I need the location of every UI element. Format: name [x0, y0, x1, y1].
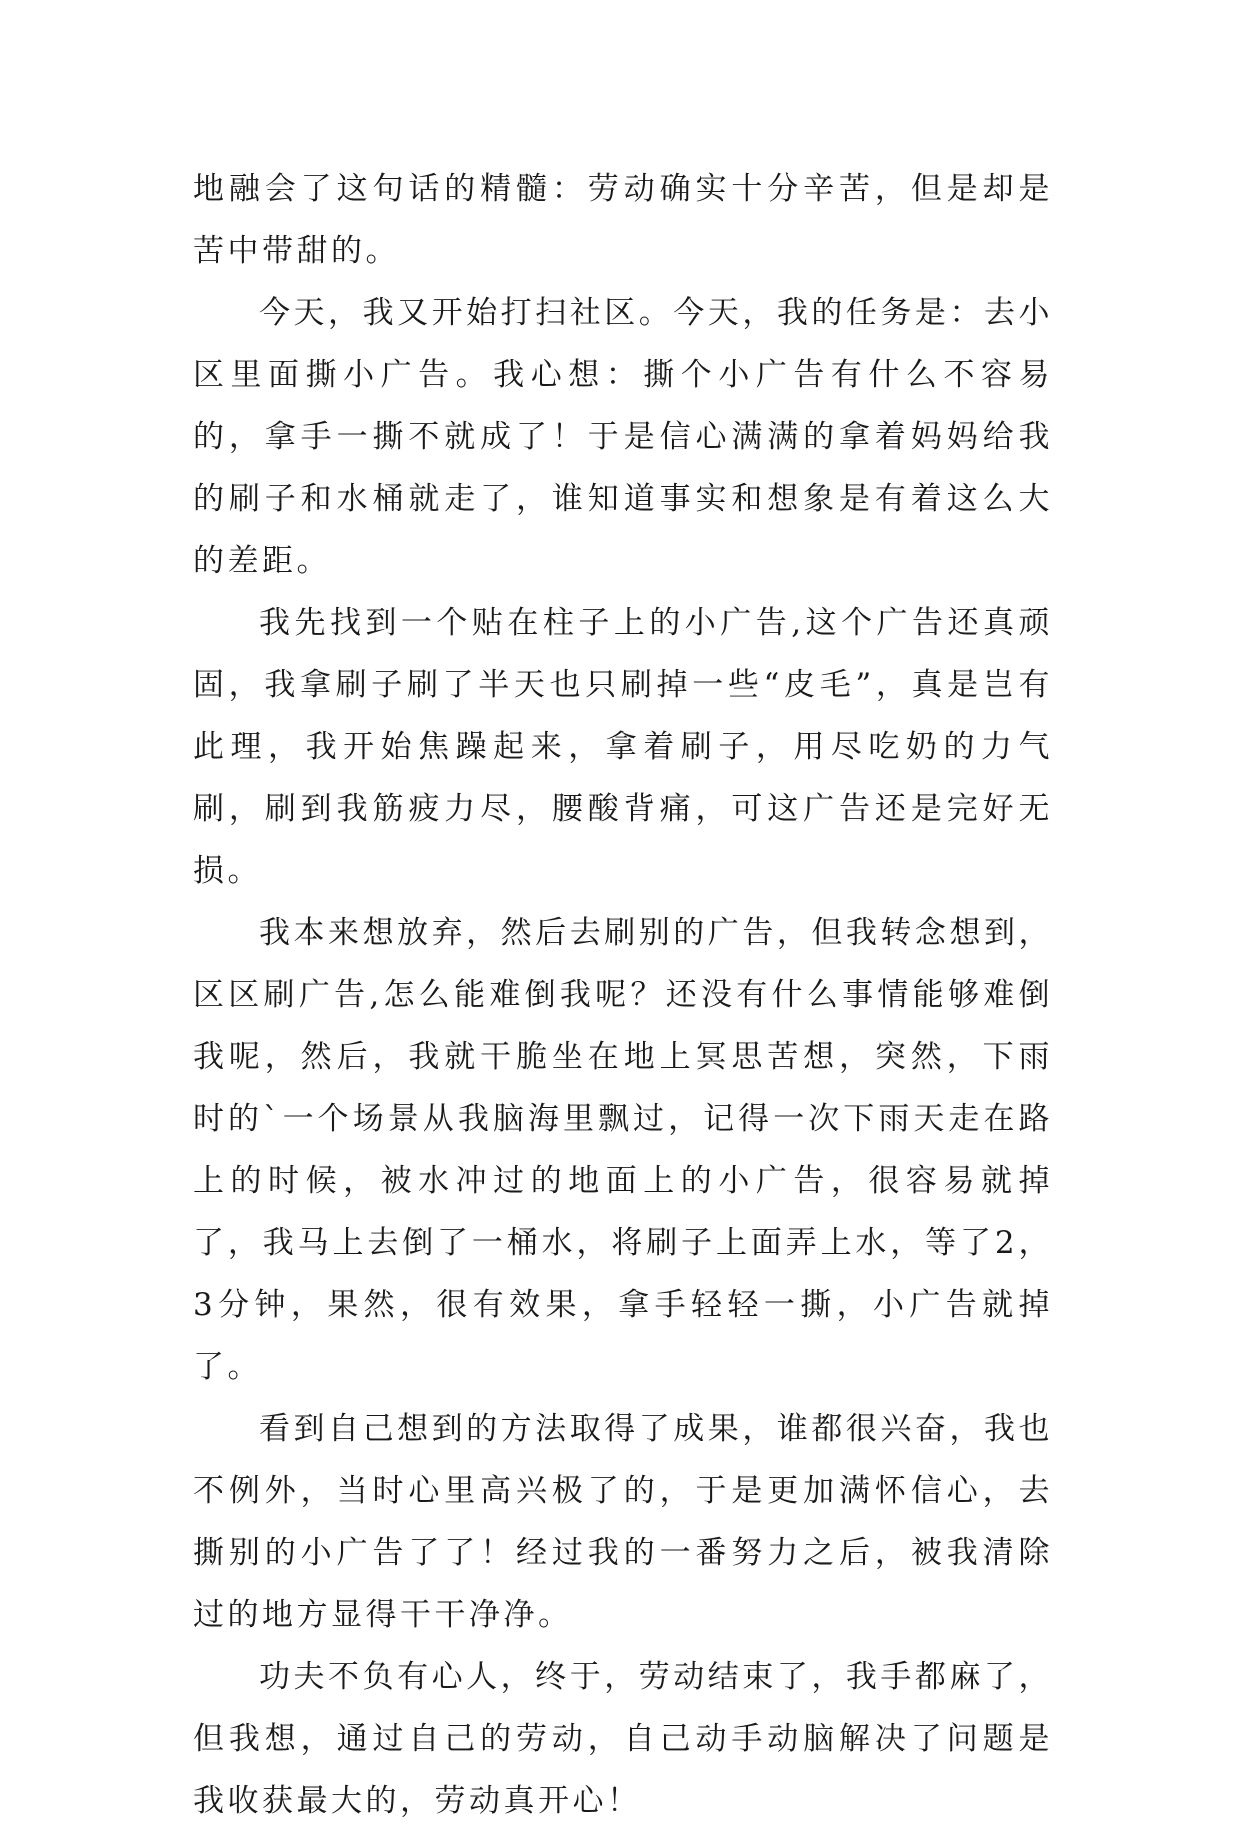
paragraph-4: 我本来想放弃，然后去刷别的广告，但我转念想到，区区刷广告,怎么能难倒我呢？还没有什么事情能够难倒我呢，然后，我就干脆坐在地上冥思苦想，突然，下雨时的`一个场景从我脑海里飘过，记得一次下雨天走在路上的时候，被水冲过的地面上的小广告，很容易就掉了，我马上去倒了一桶水，将刷子上面弄上水，等了2，3分钟，果然，很有效果，拿手轻轻一撕，小广告就掉了。	[193, 915, 1053, 1385]
essay-body	[193, 158, 1053, 1832]
paragraph-6: 功夫不负有心人，终于，劳动结束了，我手都麻了，但我想，通过自己的劳动，自己动手动脑解决了问题是我收获最大的，劳动真开心！	[193, 1659, 1053, 1819]
paragraph-3: 我先找到一个贴在柱子上的小广告,这个广告还真顽固，我拿刷子刷了半天也只刷掉一些“皮毛”，真是岂有此理，我开始焦躁起来，拿着刷子，用尽吃奶的力气刷，刷到我筋疲力尽，腰酸背痛，可这广告还是完好无损。	[193, 605, 1053, 889]
paragraph-2: 今天，我又开始打扫社区。今天，我的任务是：去小区里面撕小广告。我心想：撕个小广告有什么不容易的，拿手一撕不就成了！于是信心满满的拿着妈妈给我的刷子和水桶就走了，谁知道事实和想象是有着这么大的差距。	[193, 295, 1053, 579]
paragraph-1: 地融会了这句话的精髓：劳动确实十分辛苦，但是却是苦中带甜的。	[193, 171, 1053, 269]
paragraph-5: 看到自己想到的方法取得了成果，谁都很兴奋，我也不例外，当时心里高兴极了的，于是更加满怀信心，去撕别的小广告了了！经过我的一番努力之后，被我清除过的地方显得干干净净。	[193, 1411, 1053, 1633]
